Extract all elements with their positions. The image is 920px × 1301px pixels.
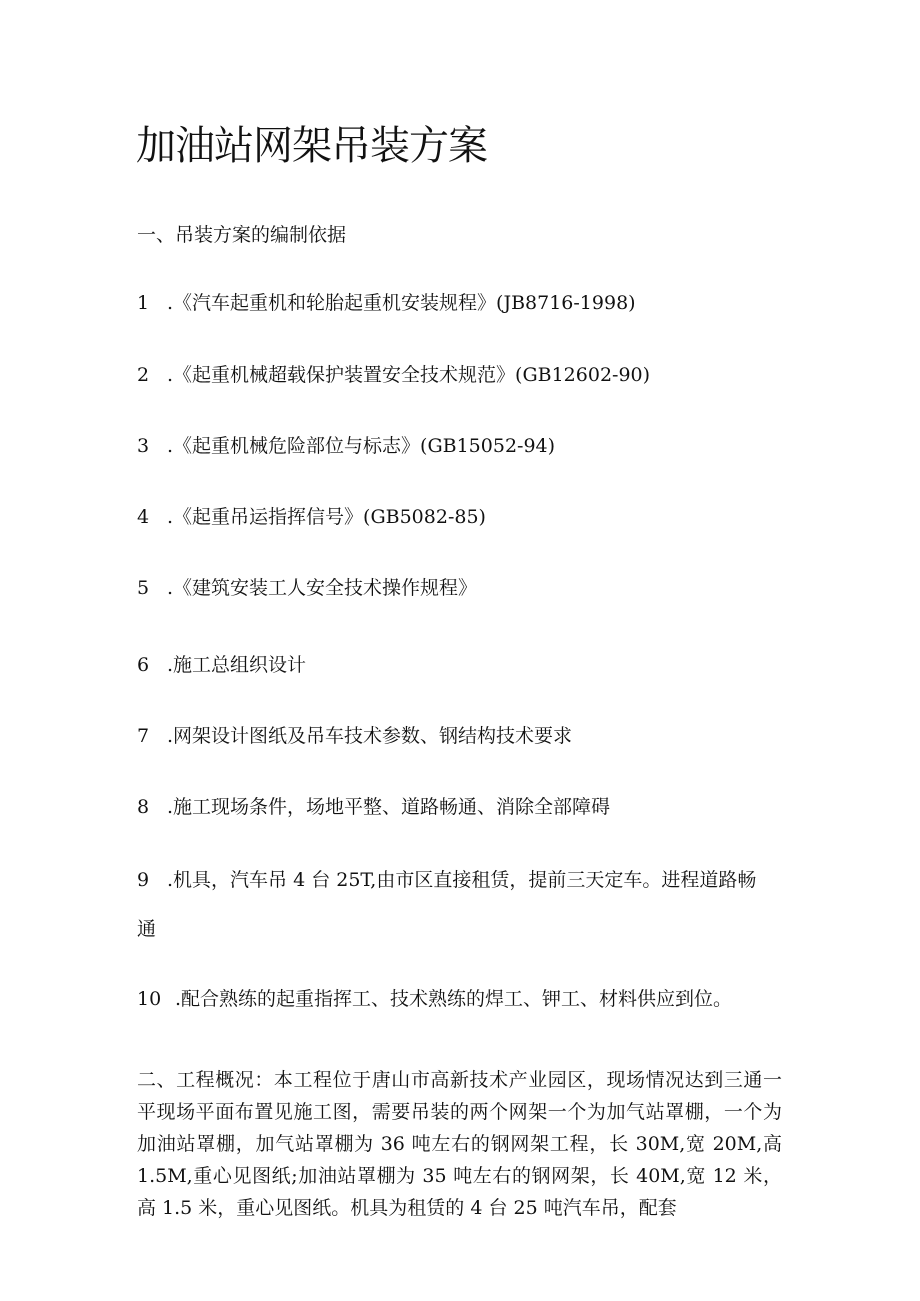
list-item: [137, 508, 486, 527]
item-number: 5: [137, 577, 150, 599]
item-number: 1: [137, 292, 150, 314]
item-number: 3: [137, 435, 150, 457]
list-item: [137, 990, 732, 1009]
item-text: .施工现场条件，场地平整、道路畅通、消除全部障碍: [167, 796, 611, 818]
item-number: 6: [137, 654, 150, 676]
list-item: [137, 437, 555, 456]
item-text: .《汽车起重机和轮胎起重机安装规程》(JB8716-1998): [167, 292, 636, 314]
item-text: .《起重机械危险部位与标志》(GB15052-94): [167, 435, 556, 457]
document-title: 加油站网架吊装方案: [136, 123, 487, 169]
list-item: [137, 871, 756, 890]
item-text: .施工总组织设计: [167, 654, 307, 676]
section-heading-basis: 一、吊装方案的编制依据: [137, 224, 347, 246]
item-number: 7: [137, 725, 150, 747]
item-number: 9: [137, 869, 150, 891]
item-text: .网架设计图纸及吊车技术参数、钢结构技术要求: [167, 725, 573, 747]
item-text: .《起重吊运指挥信号》(GB5082-85): [167, 506, 486, 528]
item-text: .《起重机械超载保护装置安全技术规范》(GB12602-90): [167, 364, 651, 386]
list-item: [137, 727, 572, 746]
item-text: .机具，汽车吊 4 台 25T,由市区直接租赁，提前三天定车。进程道路畅: [167, 869, 757, 891]
section-project-overview: 二、工程概况：本工程位于唐山市高新技术产业园区，现场情况达到三通一平现场平面布置见施工图，需要吊装的两个网架一个为加气站罩棚，一个为加油站罩棚，加气站罩棚为 36 吨左右的钢网架工程，长 30M,宽 20M,高 1.5M,重心见图纸;加油站罩棚为 35 吨左右的钢网架，长 40M,宽 12 米，高 1.5 米，重心见图纸。机具为租赁的 4 台 25 吨汽车吊，配套: [137, 1069, 782, 1219]
list-item: [137, 798, 610, 817]
list-item: [137, 294, 636, 313]
list-item: [137, 579, 477, 598]
item-text: .配合熟练的起重指挥工、技术熟练的焊工、钾工、材料供应到位。: [175, 988, 733, 1010]
list-item: [137, 366, 650, 385]
list-item: [137, 656, 306, 675]
item-text: .《建筑安装工人安全技术操作规程》: [167, 577, 478, 599]
item-number: 8: [137, 796, 150, 818]
item-number: 2: [137, 364, 150, 386]
item-number: 4: [137, 506, 150, 528]
item-number: 10: [137, 988, 162, 1010]
list-item-continuation: 通: [137, 918, 157, 940]
